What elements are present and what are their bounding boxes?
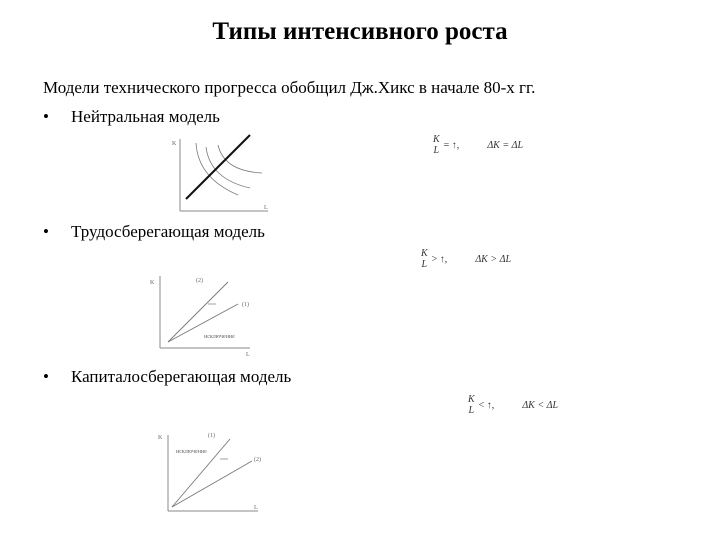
labor-saving-formula [420,248,511,270]
neutral-y-axis-label: K [172,141,177,147]
labor-line-label-2: (2) [196,278,203,284]
labor-caption: исключение [204,334,235,340]
capital-line-label-2: (2) [254,457,261,463]
formula-denominator: L [433,145,440,156]
capital-line-2 [172,461,252,507]
formula-operator: = ↑, [443,139,460,151]
formula-operator: > ↑, [431,253,448,265]
neutral-growth-line [186,135,250,199]
capital-saving-formula [467,394,558,416]
capital-x-axis-label: L [254,505,258,511]
formula-relation: ΔK = ΔL [487,139,524,151]
formula-denominator: L [468,405,475,416]
formula-operator: < ↑, [478,399,495,411]
labor-line-2 [168,282,228,342]
formula-numerator: K [421,248,428,259]
capital-line-label-1: (1) [208,433,215,439]
formula-numerator: K [433,134,440,145]
capital-saving-model-graph [154,425,269,520]
bullet-dot: • [43,367,49,386]
formula-denominator: L [421,259,428,270]
neutral-formula [432,134,523,156]
capital-saving-model-label: Капиталосберегающая модель [71,367,292,386]
bullet-dot: • [43,222,49,241]
labor-saving-model-graph [146,268,261,360]
bullet-labor-saving-model [43,222,265,242]
formula-numerator: K [468,394,475,405]
intro-text: Модели технического прогресса обобщил Дж.Хикс в начале 80-х гг. [43,78,536,97]
slide-title: Типы интенсивного роста [212,18,508,45]
capital-caption: исключение [176,449,207,455]
labor-y-axis-label: K [150,280,155,286]
capital-y-axis-label: K [158,435,163,441]
labor-x-axis-label: L [246,352,250,358]
bullet-capital-saving-model [43,367,291,387]
isoquant-2 [206,147,250,188]
formula-relation: ΔK < ΔL [522,399,559,411]
labor-line-label-1: (1) [242,302,249,308]
labor-saving-model-label: Трудосберегающая модель [71,222,265,241]
bullet-dot: • [43,107,49,126]
neutral-model-label: Нейтральная модель [71,107,220,126]
formula-relation: ΔK > ΔL [475,253,512,265]
neutral-x-axis-label: L [264,205,268,211]
bullet-neutral-model [43,107,220,127]
neutral-model-graph [168,133,278,218]
